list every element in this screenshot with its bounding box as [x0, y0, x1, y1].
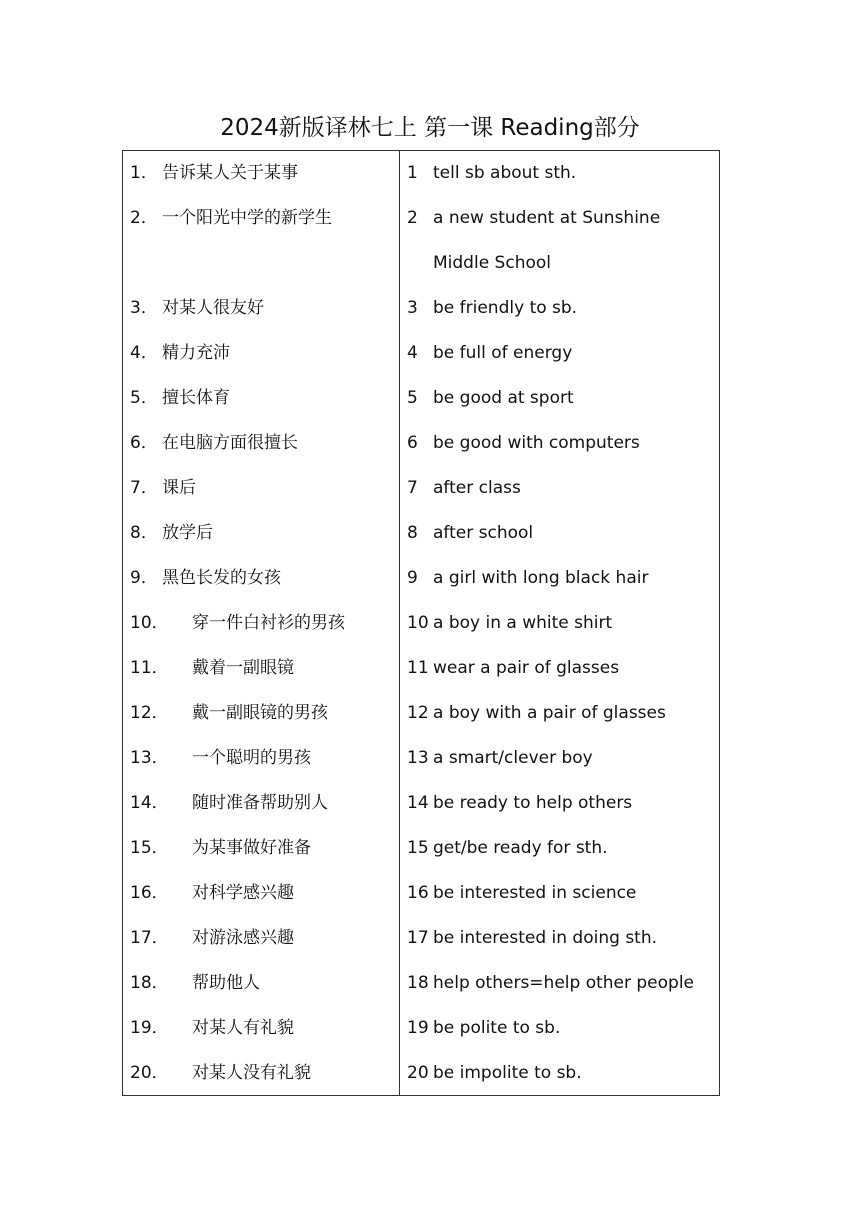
chinese-phrase: 穿一件白衬衫的男孩: [192, 613, 345, 633]
chinese-entry: [123, 556, 399, 601]
chinese-entry: [123, 826, 399, 871]
english-phrase: tell sb about sth.: [433, 163, 577, 183]
entry-number: 9: [407, 568, 418, 588]
english-phrase: after class: [433, 478, 521, 498]
entry-number: 3: [407, 298, 418, 318]
chinese-entry: [123, 196, 399, 286]
entry-number: 20．: [130, 1063, 169, 1083]
chinese-phrase: 对某人很友好: [162, 298, 264, 318]
english-phrase: be interested in science: [433, 883, 637, 903]
chinese-phrase: 对科学感兴趣: [192, 883, 294, 903]
english-entry: [400, 466, 719, 511]
english-phrase: get/be ready for sth.: [433, 838, 608, 858]
entry-number: 11: [407, 658, 429, 678]
entry-number: 5．: [130, 388, 158, 408]
entry-number: 15．: [130, 838, 169, 858]
chinese-phrase: 为某事做好准备: [192, 838, 311, 858]
entry-number: 13: [407, 748, 429, 768]
english-phrase: after school: [433, 523, 534, 543]
chinese-entry: [123, 466, 399, 511]
chinese-entry: [123, 601, 399, 646]
english-phrase: wear a pair of glasses: [433, 658, 620, 678]
entry-number: 12: [407, 703, 429, 723]
entry-number: 1: [407, 163, 418, 183]
entry-number: 2．: [130, 208, 158, 228]
chinese-entry: [123, 1051, 399, 1096]
entry-number: 8: [407, 523, 418, 543]
chinese-phrase: 精力充沛: [162, 343, 230, 363]
chinese-phrase: 擅长体育: [162, 388, 230, 408]
entry-number: 19．: [130, 1018, 169, 1038]
english-phrase: be friendly to sb.: [433, 298, 578, 318]
english-entry: [400, 421, 719, 466]
chinese-phrase: 一个聪明的男孩: [192, 748, 311, 768]
english-entry: [400, 961, 719, 1006]
chinese-phrase: 对游泳感兴趣: [192, 928, 294, 948]
chinese-entry: [123, 286, 399, 331]
entry-number: 13．: [130, 748, 169, 768]
chinese-phrase: 对某人没有礼貌: [192, 1063, 311, 1083]
english-phrase: a new student at Sunshine Middle School: [433, 208, 661, 273]
english-entry: [400, 331, 719, 376]
chinese-entry: [123, 781, 399, 826]
entry-number: 9．: [130, 568, 158, 588]
english-phrase: be polite to sb.: [433, 1018, 561, 1038]
entry-number: 6．: [130, 433, 158, 453]
entry-number: 10．: [130, 613, 169, 633]
english-entry: [400, 1006, 719, 1051]
chinese-entry: [123, 961, 399, 1006]
chinese-phrase: 戴一副眼镜的男孩: [192, 703, 328, 723]
entry-number: 8．: [130, 523, 158, 543]
entry-number: 4．: [130, 343, 158, 363]
page-title: 2024新版译林七上 第一课 Reading部分: [220, 115, 640, 141]
entry-number: 20: [407, 1063, 429, 1083]
english-entry: [400, 511, 719, 556]
chinese-entry: [123, 421, 399, 466]
entry-number: 18: [407, 973, 429, 993]
english-entry: [400, 151, 719, 196]
entry-number: 7: [407, 478, 418, 498]
english-entry: [400, 601, 719, 646]
english-column: [400, 151, 719, 1095]
chinese-entry: [123, 1006, 399, 1051]
entry-number: 3．: [130, 298, 158, 318]
chinese-entry: [123, 646, 399, 691]
entry-number: 14．: [130, 793, 169, 813]
english-phrase: be interested in doing sth.: [433, 928, 658, 948]
entry-number: 12．: [130, 703, 169, 723]
english-entry: [400, 286, 719, 331]
vocabulary-table: [122, 150, 720, 1096]
english-phrase: a boy in a white shirt: [433, 613, 613, 633]
entry-number: 16．: [130, 883, 169, 903]
entry-number: 19: [407, 1018, 429, 1038]
chinese-phrase: 黑色长发的女孩: [162, 568, 281, 588]
english-entry: [400, 871, 719, 916]
chinese-entry: [123, 736, 399, 781]
chinese-column: [123, 151, 399, 1095]
english-phrase: a smart/clever boy: [433, 748, 593, 768]
entry-number: 17．: [130, 928, 169, 948]
english-entry: [400, 826, 719, 871]
english-entry: [400, 736, 719, 781]
entry-number: 2: [407, 208, 418, 228]
chinese-phrase: 告诉某人关于某事: [162, 163, 298, 183]
entry-number: 17: [407, 928, 429, 948]
english-entry: [400, 196, 719, 286]
english-phrase: be good at sport: [433, 388, 574, 408]
english-phrase: be good with computers: [433, 433, 640, 453]
chinese-entry: [123, 691, 399, 736]
chinese-phrase: 帮助他人: [192, 973, 260, 993]
english-entry: [400, 556, 719, 601]
chinese-phrase: 课后: [162, 478, 196, 498]
entry-number: 15: [407, 838, 429, 858]
chinese-entry: [123, 331, 399, 376]
entry-number: 18．: [130, 973, 169, 993]
chinese-phrase: 放学后: [162, 523, 213, 543]
english-phrase: be ready to help others: [433, 793, 633, 813]
entry-number: 11．: [130, 658, 169, 678]
entry-number: 10: [407, 613, 429, 633]
chinese-phrase: 一个阳光中学的新学生: [162, 208, 332, 228]
chinese-entry: [123, 511, 399, 556]
chinese-phrase: 戴着一副眼镜: [192, 658, 294, 678]
chinese-entry: [123, 376, 399, 421]
chinese-phrase: 对某人有礼貌: [192, 1018, 294, 1038]
english-entry: [400, 376, 719, 421]
english-phrase: a girl with long black hair: [433, 568, 649, 588]
entry-number: 14: [407, 793, 429, 813]
entry-number: 6: [407, 433, 418, 453]
english-phrase: be impolite to sb.: [433, 1063, 582, 1083]
english-entry: [400, 646, 719, 691]
english-entry: [400, 691, 719, 736]
english-phrase: help others=help other people: [433, 973, 695, 993]
chinese-entry: [123, 916, 399, 961]
entry-number: 1．: [130, 163, 158, 183]
chinese-phrase: 在电脑方面很擅长: [162, 433, 298, 453]
english-entry: [400, 1051, 719, 1096]
entry-number: 16: [407, 883, 429, 903]
english-entry: [400, 781, 719, 826]
chinese-entry: [123, 151, 399, 196]
english-phrase: a boy with a pair of glasses: [433, 703, 666, 723]
english-phrase: be full of energy: [433, 343, 573, 363]
entry-number: 4: [407, 343, 418, 363]
entry-number: 7．: [130, 478, 158, 498]
chinese-phrase: 随时准备帮助别人: [192, 793, 328, 813]
entry-number: 5: [407, 388, 418, 408]
chinese-entry: [123, 871, 399, 916]
english-entry: [400, 916, 719, 961]
